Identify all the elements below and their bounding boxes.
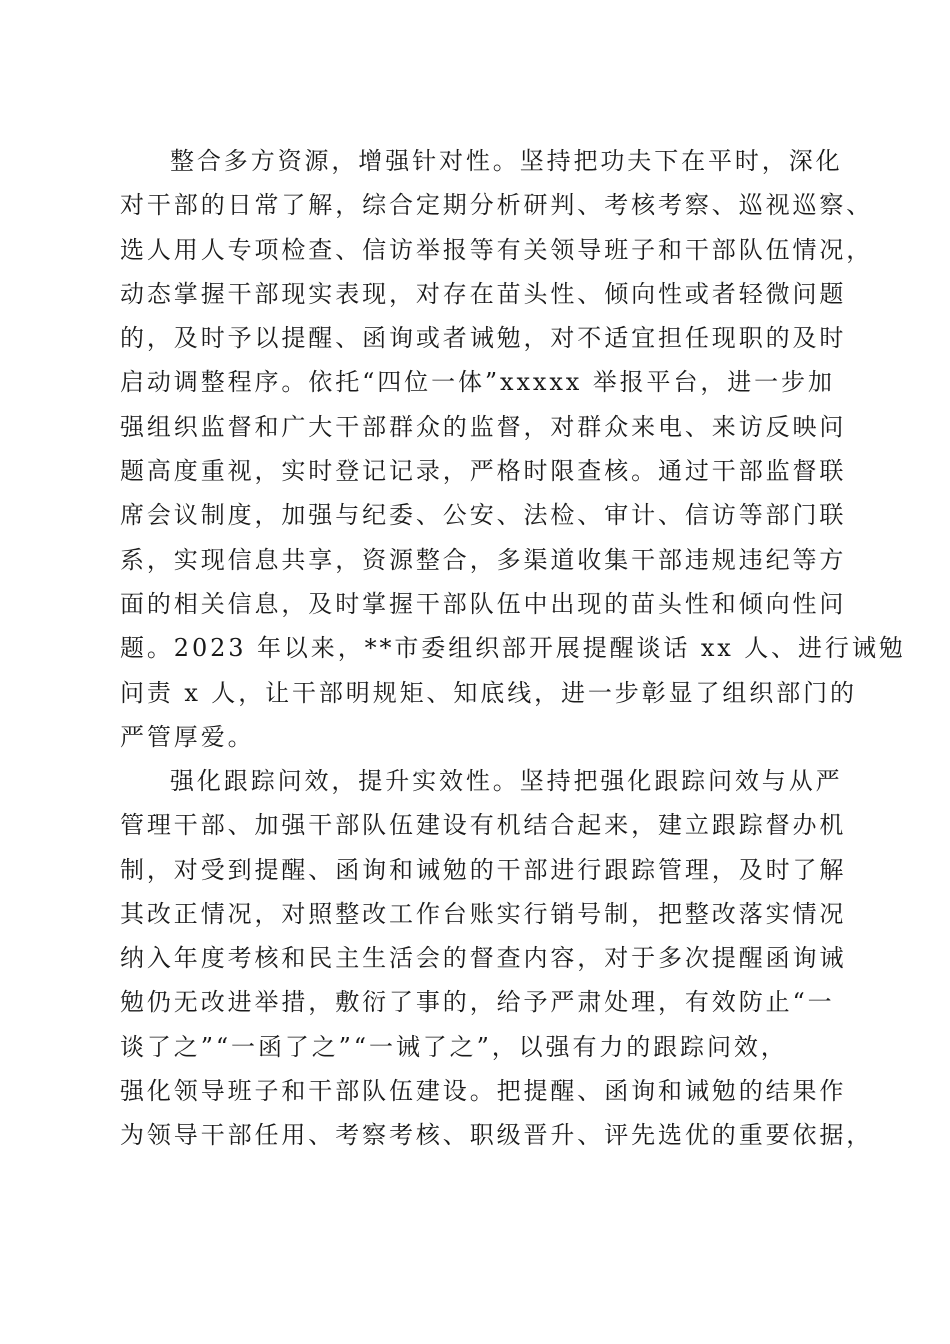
paragraph-line: 选人用人专项检查、信访举报等有关领导班子和干部队伍情况， [120,235,874,264]
paragraph-line: 问责 x 人，让干部明规矩、知底线，进一步彰显了组织部门的 [120,678,857,707]
paragraph-tracking-accountability [120,759,874,1158]
paragraph-line: 面的相关信息，及时掌握干部队伍中出现的苗头性和倾向性问 [120,589,847,618]
paragraph-line: 的，及时予以提醒、函询或者诫勉，对不适宜担任现职的及时 [120,324,847,353]
paragraph-line: 纳入年度考核和民主生活会的督查内容，对于多次提醒函询诫 [120,944,847,973]
paragraph-line: 其改正情况，对照整改工作台账实行销号制，把整改落实情况 [120,899,847,928]
paragraph-line: 对干部的日常了解，综合定期分析研判、考核考察、巡视巡察、 [120,191,874,220]
paragraph-line: 系，实现信息共享，资源整合，多渠道收集干部违规违纪等方 [120,545,847,574]
paragraph-line: 严管厚爱。 [120,722,255,751]
paragraph-line: 动态掌握干部现实表现，对存在苗头性、倾向性或者轻微问题 [120,279,847,308]
paragraph-line: 整合多方资源，增强针对性。坚持把功夫下在平时，深化 [170,147,843,175]
paragraph-line: 席会议制度，加强与纪委、公安、法检、审计、信访等部门联 [120,501,847,530]
paragraph-line: 为领导干部任用、考察考核、职级晋升、评先选优的重要依据， [120,1121,874,1150]
paragraph-line: 勉仍无改进举措，敷衍了事的，给予严肃处理，有效防止“一 [120,988,835,1017]
paragraph-line: 启动调整程序。依托“四位一体”xxxxx 举报平台，进一步加 [120,368,835,397]
paragraph-line: 题。2023 年以来，**市委组织部开展提醒谈话 xx 人、进行诫勉 [120,634,906,663]
paragraph-line: 管理干部、加强干部队伍建设有机结合起来，建立跟踪督办机 [120,811,847,840]
paragraph-line: 强化跟踪问效，提升实效性。坚持把强化跟踪问效与从严 [170,767,843,795]
paragraph-line: 谈了之”“一函了之”“一诫了之”，以强有力的跟踪问效， [120,1032,788,1061]
paragraph-line: 强组织监督和广大干部群众的监督，对群众来电、来访反映问 [120,412,847,441]
paragraph-line: 制，对受到提醒、函询和诫勉的干部进行跟踪管理，及时了解 [120,855,847,884]
paragraph-line: 题高度重视，实时登记记录，严格时限查核。通过干部监督联 [120,457,847,486]
paragraph-line: 强化领导班子和干部队伍建设。把提醒、函询和诫勉的结果作 [120,1077,847,1106]
paragraph-resource-integration [120,139,906,759]
